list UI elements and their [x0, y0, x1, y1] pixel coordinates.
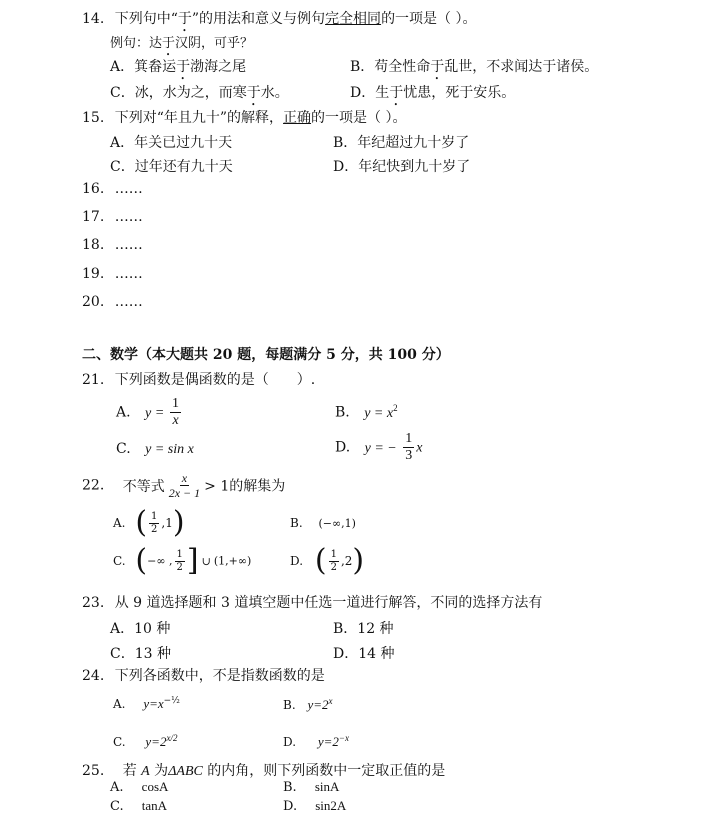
underlined-text: 完全相同	[325, 11, 382, 27]
question-22-option-d	[290, 543, 365, 578]
math-expr: y=2	[145, 734, 167, 749]
math-expr: tanA	[141, 798, 168, 813]
paren-open-icon: (	[135, 505, 148, 540]
math-expr: sinA	[314, 779, 340, 794]
ellipsis: ……	[114, 181, 143, 197]
math-op: ∪	[201, 554, 211, 568]
stem-text: 下列函数是偶函数的是（ ）.	[114, 372, 316, 388]
question-14-stem	[82, 8, 477, 35]
math-expr: ΔABC	[168, 764, 203, 779]
question-number: 17.	[82, 209, 105, 225]
question-24-option-a	[113, 696, 180, 712]
placeholder-question	[82, 237, 143, 253]
option-text: D．生	[350, 85, 390, 101]
question-22-option-b	[290, 516, 356, 530]
option-text: 水。	[260, 85, 289, 101]
numerator: x	[181, 471, 188, 485]
numerator: 1	[405, 431, 413, 446]
question-15-option-d: D．年纪快到九十岁了	[333, 159, 471, 175]
emphasized-char: 于	[162, 36, 176, 51]
option-label: D.	[283, 735, 297, 749]
question-23-option-d: D．14 种	[333, 646, 395, 662]
question-number: 18.	[82, 237, 105, 253]
emphasized-char: 于	[430, 59, 445, 75]
math-expr: (1,+∞)	[213, 554, 252, 568]
stem-text: 的一项是（ ）。	[311, 110, 407, 126]
option-label: B.	[290, 516, 303, 530]
question-15-stem	[82, 107, 407, 127]
ellipsis: ……	[114, 266, 143, 282]
emphasized-char: 于	[177, 11, 192, 27]
math-expr: y=2	[307, 697, 329, 712]
option-label: A.	[113, 516, 126, 530]
math-expr: y = sin x	[145, 442, 194, 457]
stem-text: 的内角，则下列函数中一定取正值的是	[202, 763, 446, 779]
option-label: C.	[116, 441, 131, 457]
ellipsis: ……	[114, 237, 143, 253]
fraction	[329, 550, 339, 573]
emphasized-char: 于	[176, 59, 191, 75]
fraction	[167, 472, 202, 499]
exponent: x/2	[166, 733, 178, 743]
question-25-stem	[82, 760, 445, 780]
question-23-stem	[82, 592, 542, 612]
placeholder-question	[82, 181, 143, 197]
option-text: 乱世，不求闻达于诸侯。	[444, 59, 599, 75]
option-label: D.	[335, 439, 351, 456]
emphasized-char: 于	[246, 85, 261, 101]
paren-close-icon: )	[172, 505, 185, 540]
stem-text: 若	[122, 763, 142, 779]
math-var: A	[141, 764, 150, 779]
exponent: −½	[163, 696, 180, 706]
math-expr: ,2	[340, 554, 353, 568]
stem-text: 下列对“年且九十”的解释，	[114, 110, 284, 126]
question-21-stem	[82, 369, 315, 389]
option-label: D.	[290, 554, 304, 568]
math-expr: y = x	[364, 405, 394, 421]
numerator: 1	[176, 548, 183, 560]
option-label: B.	[283, 698, 296, 712]
option-text: B．苟全性命	[350, 59, 431, 75]
fraction	[149, 512, 159, 535]
question-21-option-d	[335, 432, 422, 463]
numerator: 1	[151, 510, 158, 522]
math-expr: ,1	[161, 516, 173, 530]
math-expr: y=2	[317, 734, 339, 749]
option-label: A.	[110, 780, 124, 795]
question-25-option-d	[283, 798, 346, 814]
question-number: 16.	[82, 181, 105, 197]
question-21-option-c	[116, 441, 194, 458]
math-var: x	[416, 440, 423, 456]
math-expr: −∞ ,	[147, 554, 173, 568]
paren-open-icon: (	[135, 543, 148, 578]
question-number: 20.	[82, 294, 105, 310]
question-14-option-d	[350, 82, 515, 109]
question-14-option-b	[350, 56, 598, 83]
denominator: x	[172, 413, 179, 428]
option-label: A.	[116, 404, 131, 421]
fraction	[170, 397, 181, 428]
question-15-option-b: B．年纪超过九十岁了	[333, 135, 470, 151]
question-number: 22.	[82, 477, 105, 494]
math-expr: y=x	[143, 696, 164, 711]
denominator: 3	[405, 448, 413, 463]
question-23-option-b: B．12 种	[333, 621, 394, 637]
exponent: 2	[393, 403, 398, 413]
question-14-option-c	[110, 82, 289, 109]
option-text: A．箕畚运	[110, 59, 177, 75]
denominator: 2x − 1	[168, 486, 201, 500]
stem-text: 不等式	[122, 478, 165, 495]
stem-text: > 1的解集为	[204, 478, 286, 495]
fraction	[403, 432, 414, 463]
example-text: 例句：达	[110, 36, 163, 51]
question-23-option-c: C．13 种	[110, 646, 171, 662]
option-text: 忧患，死于安乐。	[403, 85, 516, 101]
question-number: 21.	[82, 372, 105, 388]
question-14-option-a	[110, 56, 246, 83]
math-op: =	[155, 405, 164, 421]
fraction	[175, 550, 185, 573]
question-number: 15.	[82, 110, 105, 126]
paren-close-icon: )	[352, 543, 365, 578]
question-25-option-c	[110, 798, 167, 814]
math-expr: y = −	[364, 440, 397, 456]
question-24-option-b	[283, 696, 333, 713]
math-var: y	[145, 405, 152, 421]
denominator: 2	[330, 561, 337, 573]
stem-text: 的一项是（ ）。	[381, 11, 477, 27]
question-number: 24.	[82, 668, 105, 684]
exponent: x	[328, 696, 333, 706]
ellipsis: ……	[114, 209, 143, 225]
bracket-close-icon: ]	[186, 543, 199, 578]
option-label: B.	[283, 780, 297, 795]
question-21-option-b	[335, 403, 398, 422]
option-label: A.	[113, 697, 126, 711]
denominator: 2	[176, 561, 183, 573]
math-expr: cosA	[141, 779, 169, 794]
placeholder-question	[82, 209, 143, 225]
question-15-option-c: C．过年还有九十天	[110, 159, 233, 175]
placeholder-question	[82, 294, 143, 310]
question-number: 25.	[82, 763, 105, 779]
stem-text: 为	[149, 763, 169, 779]
option-label: C.	[113, 554, 126, 568]
question-15-option-a: A．年关已过九十天	[110, 135, 233, 151]
question-25-option-b	[283, 779, 339, 795]
question-24-option-d	[283, 733, 349, 750]
emphasized-char: 于	[389, 85, 404, 101]
ellipsis: ……	[114, 294, 143, 310]
question-22-option-a	[113, 505, 185, 540]
question-22-option-c	[113, 543, 252, 578]
placeholder-question	[82, 266, 143, 282]
numerator: 1	[330, 548, 337, 560]
stem-text: 下列各函数中，不是指数函数的是	[114, 668, 325, 684]
exponent: −x	[338, 733, 349, 743]
stem-text: ”的用法和意义与例句	[191, 11, 326, 27]
stem-text: 从 9 道选择题和 3 道填空题中任选一道进行解答，不同的选择方法有	[114, 595, 543, 611]
section-heading: 二、数学（本大题共 20 题，每题满分 5 分，共 100 分）	[82, 347, 450, 363]
question-number: 14.	[82, 11, 105, 27]
question-24-stem	[82, 665, 325, 685]
math-expr: sin2A	[315, 798, 347, 813]
question-23-option-a: A．10 种	[110, 621, 171, 637]
paren-open-icon: (	[314, 543, 327, 578]
underlined-text: 正确	[283, 110, 312, 126]
example-text: 汉阴，可乎？	[175, 36, 254, 51]
option-text: 渤海之尾	[190, 59, 247, 75]
option-label: B.	[335, 404, 350, 421]
question-number: 23.	[82, 595, 105, 611]
option-text: C．冰，水为之，而寒	[110, 85, 247, 101]
stem-text: 下列句中“	[114, 11, 178, 27]
question-number: 19.	[82, 266, 105, 282]
math-expr: (−∞,1)	[318, 517, 356, 530]
question-14-example	[110, 32, 253, 59]
question-21-option-a	[116, 397, 183, 428]
question-24-option-c	[113, 733, 177, 750]
numerator: 1	[172, 396, 180, 411]
option-label: C.	[110, 799, 124, 814]
option-label: C.	[113, 735, 126, 749]
question-25-option-a	[110, 779, 168, 795]
question-22-stem	[82, 472, 285, 499]
option-label: D.	[283, 799, 298, 814]
denominator: 2	[151, 523, 158, 535]
